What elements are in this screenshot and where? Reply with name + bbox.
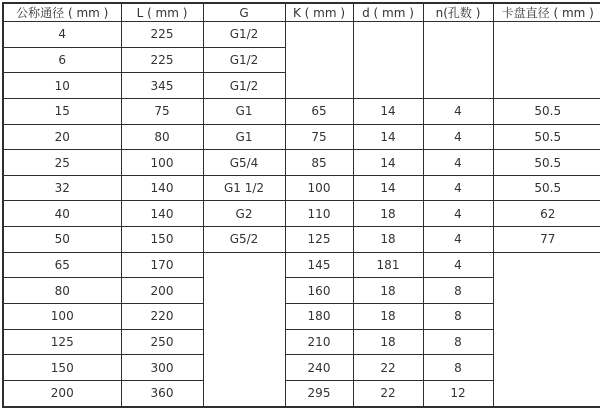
header-length-l: L ( mm ) [121, 3, 203, 22]
cell-d: 22 [353, 355, 423, 381]
cell-d: 18 [353, 329, 423, 355]
cell-dn: 100 [3, 304, 121, 330]
cell-l: 170 [121, 252, 203, 278]
cell-dn: 6 [3, 47, 121, 73]
cell-l: 200 [121, 278, 203, 304]
cell-k: 85 [285, 150, 353, 176]
cell-k: 240 [285, 355, 353, 381]
cell-chuck: 50.5 [493, 175, 600, 201]
cell-n: 8 [423, 329, 493, 355]
cell-l: 140 [121, 201, 203, 227]
cell-l: 100 [121, 150, 203, 176]
cell-l: 250 [121, 329, 203, 355]
cell-d-merged-empty [353, 22, 423, 99]
table-row [3, 227, 600, 253]
cell-n-merged-empty [423, 22, 493, 99]
header-hole-count-n: n(孔数 ) [423, 3, 493, 22]
flange-dimension-table [2, 2, 600, 408]
table-row [3, 252, 600, 278]
cell-n: 4 [423, 252, 493, 278]
cell-dn: 65 [3, 252, 121, 278]
cell-g: G2 [203, 201, 285, 227]
header-row [3, 3, 600, 22]
cell-d: 14 [353, 150, 423, 176]
cell-k: 210 [285, 329, 353, 355]
cell-n: 12 [423, 380, 493, 407]
cell-l: 150 [121, 227, 203, 253]
cell-l: 75 [121, 98, 203, 124]
cell-g: G1/2 [203, 47, 285, 73]
cell-l: 80 [121, 124, 203, 150]
cell-d: 22 [353, 380, 423, 407]
cell-n: 4 [423, 150, 493, 176]
header-thread-g: G [203, 3, 285, 22]
table-row [3, 150, 600, 176]
cell-chuck: 62 [493, 201, 600, 227]
cell-dn: 20 [3, 124, 121, 150]
cell-d: 14 [353, 124, 423, 150]
cell-k: 160 [285, 278, 353, 304]
table-row [3, 22, 600, 48]
cell-chuck: 77 [493, 227, 600, 253]
cell-n: 4 [423, 227, 493, 253]
cell-dn: 125 [3, 329, 121, 355]
cell-n: 4 [423, 201, 493, 227]
cell-n: 4 [423, 98, 493, 124]
cell-dn: 80 [3, 278, 121, 304]
table-row [3, 98, 600, 124]
cell-chuck: 50.5 [493, 124, 600, 150]
cell-dn: 4 [3, 22, 121, 48]
cell-k: 295 [285, 380, 353, 407]
table-row [3, 124, 600, 150]
cell-k: 110 [285, 201, 353, 227]
cell-dn: 150 [3, 355, 121, 381]
cell-chuck: 50.5 [493, 98, 600, 124]
cell-d: 14 [353, 98, 423, 124]
cell-k: 100 [285, 175, 353, 201]
cell-g: G1 1/2 [203, 175, 285, 201]
header-chuck-diameter: 卡盘直径 ( mm ) [493, 3, 600, 22]
cell-k-merged-empty [285, 22, 353, 99]
cell-k: 65 [285, 98, 353, 124]
cell-d: 181 [353, 252, 423, 278]
cell-k: 125 [285, 227, 353, 253]
header-nominal-diameter: 公称通径 ( mm ) [3, 3, 121, 22]
cell-dn: 40 [3, 201, 121, 227]
cell-g: G5/2 [203, 227, 285, 253]
cell-d: 14 [353, 175, 423, 201]
cell-k: 180 [285, 304, 353, 330]
cell-g: G1/2 [203, 73, 285, 99]
cell-g-merged-empty [203, 252, 285, 407]
cell-dn: 10 [3, 73, 121, 99]
cell-n: 4 [423, 124, 493, 150]
table-row [3, 175, 600, 201]
cell-dn: 32 [3, 175, 121, 201]
cell-l: 225 [121, 22, 203, 48]
cell-n: 8 [423, 278, 493, 304]
cell-l: 140 [121, 175, 203, 201]
cell-g: G1/2 [203, 22, 285, 48]
cell-chuck: 50.5 [493, 150, 600, 176]
cell-dn: 200 [3, 380, 121, 407]
cell-dn: 50 [3, 227, 121, 253]
cell-l: 300 [121, 355, 203, 381]
cell-chuck-merged-empty [493, 22, 600, 99]
cell-l: 225 [121, 47, 203, 73]
table-row [3, 201, 600, 227]
cell-l: 360 [121, 380, 203, 407]
cell-d: 18 [353, 201, 423, 227]
cell-l: 345 [121, 73, 203, 99]
cell-n: 4 [423, 175, 493, 201]
cell-d: 18 [353, 278, 423, 304]
cell-dn: 15 [3, 98, 121, 124]
header-d: d ( mm ) [353, 3, 423, 22]
header-k: K ( mm ) [285, 3, 353, 22]
cell-g: G5/4 [203, 150, 285, 176]
cell-n: 8 [423, 355, 493, 381]
cell-d: 18 [353, 304, 423, 330]
cell-k: 75 [285, 124, 353, 150]
cell-dn: 25 [3, 150, 121, 176]
cell-n: 8 [423, 304, 493, 330]
cell-g: G1 [203, 124, 285, 150]
cell-l: 220 [121, 304, 203, 330]
cell-k: 145 [285, 252, 353, 278]
cell-g: G1 [203, 98, 285, 124]
cell-d: 18 [353, 227, 423, 253]
cell-chuck-merged-empty [493, 252, 600, 407]
